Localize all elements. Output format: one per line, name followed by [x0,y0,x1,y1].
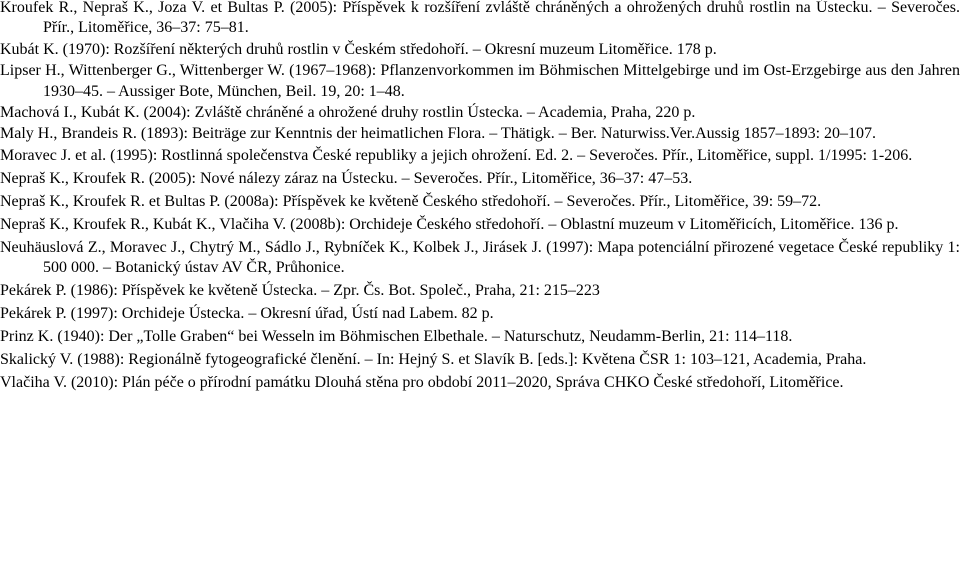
reference-entry: Nepraš K., Kroufek R. (2005): Nové nálezy záraz na Ústecku. – Severočes. Přír., Litoměřice, 36–37: 47–53. [0,169,693,187]
reference-entry: Prinz K. (1940): Der „Tolle Graben“ bei Wesseln im Böhmischen Elbethale. – Naturschutz, Neudamm-Berlin, 21: 114–118. [0,328,793,346]
reference-entry: Nepraš K., Kroufek R. et Bultas P. (2008a): Příspěvek ke květeně Českého středohoří. – Severočes. Přír., Litoměřice, 39: 59–72. [0,192,822,210]
reference-entry: Vlačiha V. (2010): Plán péče o přírodní památku Dlouhá stěna pro období 2011–2020, Správa CHKO České středohoří, Litoměřice. [0,374,844,392]
reference-entry: Kubát K. (1970): Rozšíření některých druhů rostlin v Českém středohoří. – Okresní muzeum Litoměřice. 178 p. [0,40,717,58]
reference-entry: Skalický V. (1988): Regionálně fytogeografické členění. – In: Hejný S. et Slavík B. [eds.]: Květena ČSR 1: 103–121, Academia, Praha. [0,351,867,369]
reference-entry: Lipser H., Wittenberger G., Wittenberger W. (1967–1968): Pflanzenvorkommen im Böhmischen Mittelgebirge und im Ost-Erzgebirge aus den Jahren 1930–45. – Aussiger Bote, München, Beil. 19, 20: 1–48. [0,62,960,100]
reference-entry: Nepraš K., Kroufek R., Kubát K., Vlačiha V. (2008b): Orchideje Českého středohoří. – Oblastní muzeum v Litoměřicích, Litoměřice. 136 p. [0,215,899,233]
reference-entry: Pekárek P. (1986): Příspěvek ke květeně Ústecka. – Zpr. Čs. Bot. Společ., Praha, 21: 215–223 [0,282,600,300]
reference-entry: Kroufek R., Nepraš K., Joza V. et Bultas P. (2005): Příspěvek k rozšíření zvláště chráněných a ohrožených druhů rostlin na Ústecku. – Severočes. Přír., Litoměřice, 36–37: 75–81. [0,0,960,37]
reference-entry: Machová I., Kubát K. (2004): Zvláště chráněné a ohrožené druhy rostlin Ústecka. – Academia, Praha, 220 p. [0,104,696,122]
reference-entry: Neuhäuslová Z., Moravec J., Chytrý M., Sádlo J., Rybníček K., Kolbek J., Jirásek J. (1997): Mapa potenciální přirozené vegetace České republiky 1: 500 000. – Botanický ústav AV ČR, Průhonice. [0,238,960,277]
reference-entry: Pekárek P. (1997): Orchideje Ústecka. – Okresní úřad, Ústí nad Labem. 82 p. [0,305,494,323]
reference-entry: Moravec J. et al. (1995): Rostlinná společenstva České republiky a jejich ohrožení. Ed. 2. – Severočes. Přír., Litoměřice, suppl. 1/1995: 1-206. [0,146,913,164]
reference-entry: Maly H., Brandeis R. (1893): Beiträge zur Kenntnis der heimatlichen Flora. – Thätigk. – Ber. Naturwiss.Ver.Aussig 1857–1893: 20–107. [0,125,877,143]
